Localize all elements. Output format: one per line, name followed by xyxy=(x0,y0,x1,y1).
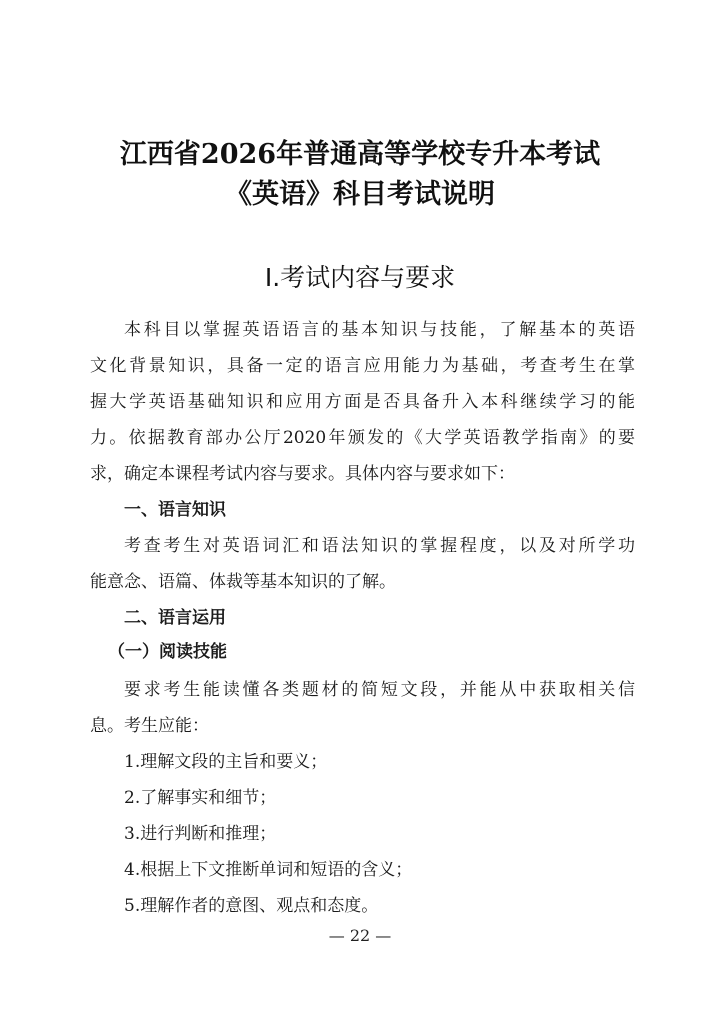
part1-heading: 一、语言知识 xyxy=(124,500,226,520)
document-title-line-2: 《英语》科目考试说明 xyxy=(225,179,495,210)
intro-line: 力。依据教育部办公厅2020年颁发的《大学英语教学指南》的要 xyxy=(90,428,635,448)
intro-line: 文化背景知识，具备一定的语言应用能力为基础，考查考生在掌 xyxy=(90,356,635,376)
list-item: 2.了解事实和细节； xyxy=(124,788,277,808)
intro-line: 握大学英语基础知识和应用方面是否具备升入本科继续学习的能 xyxy=(90,392,635,412)
part1-line: 考查考生对英语词汇和语法知识的掌握程度，以及对所学功 xyxy=(124,536,635,556)
list-item: 5.理解作者的意图、观点和态度。 xyxy=(124,896,379,916)
part2-heading: 二、语言运用 xyxy=(124,608,226,628)
intro-line: 求，确定本课程考试内容与要求。具体内容与要求如下： xyxy=(90,464,515,484)
page-number: — 22 — xyxy=(328,926,392,945)
list-item: 3.进行判断和推理； xyxy=(124,824,277,844)
part2-line: 要求考生能读懂各类题材的简短文段，并能从中获取相关信 xyxy=(124,680,635,700)
document-title-line-1: 江西省2026年普通高等学校专升本考试 xyxy=(119,139,601,170)
intro-line: 本科目以掌握英语语言的基本知识与技能，了解基本的英语 xyxy=(124,320,635,340)
part2-line: 息。考生应能： xyxy=(90,716,209,736)
part2-subheading: （一）阅读技能 xyxy=(108,642,227,662)
section-heading: Ⅰ.考试内容与要求 xyxy=(264,263,456,292)
list-item: 4.根据上下文推断单词和短语的含义； xyxy=(124,860,413,880)
list-item: 1.理解文段的主旨和要义； xyxy=(124,752,328,772)
part1-line: 能意念、语篇、体裁等基本知识的了解。 xyxy=(90,572,396,592)
